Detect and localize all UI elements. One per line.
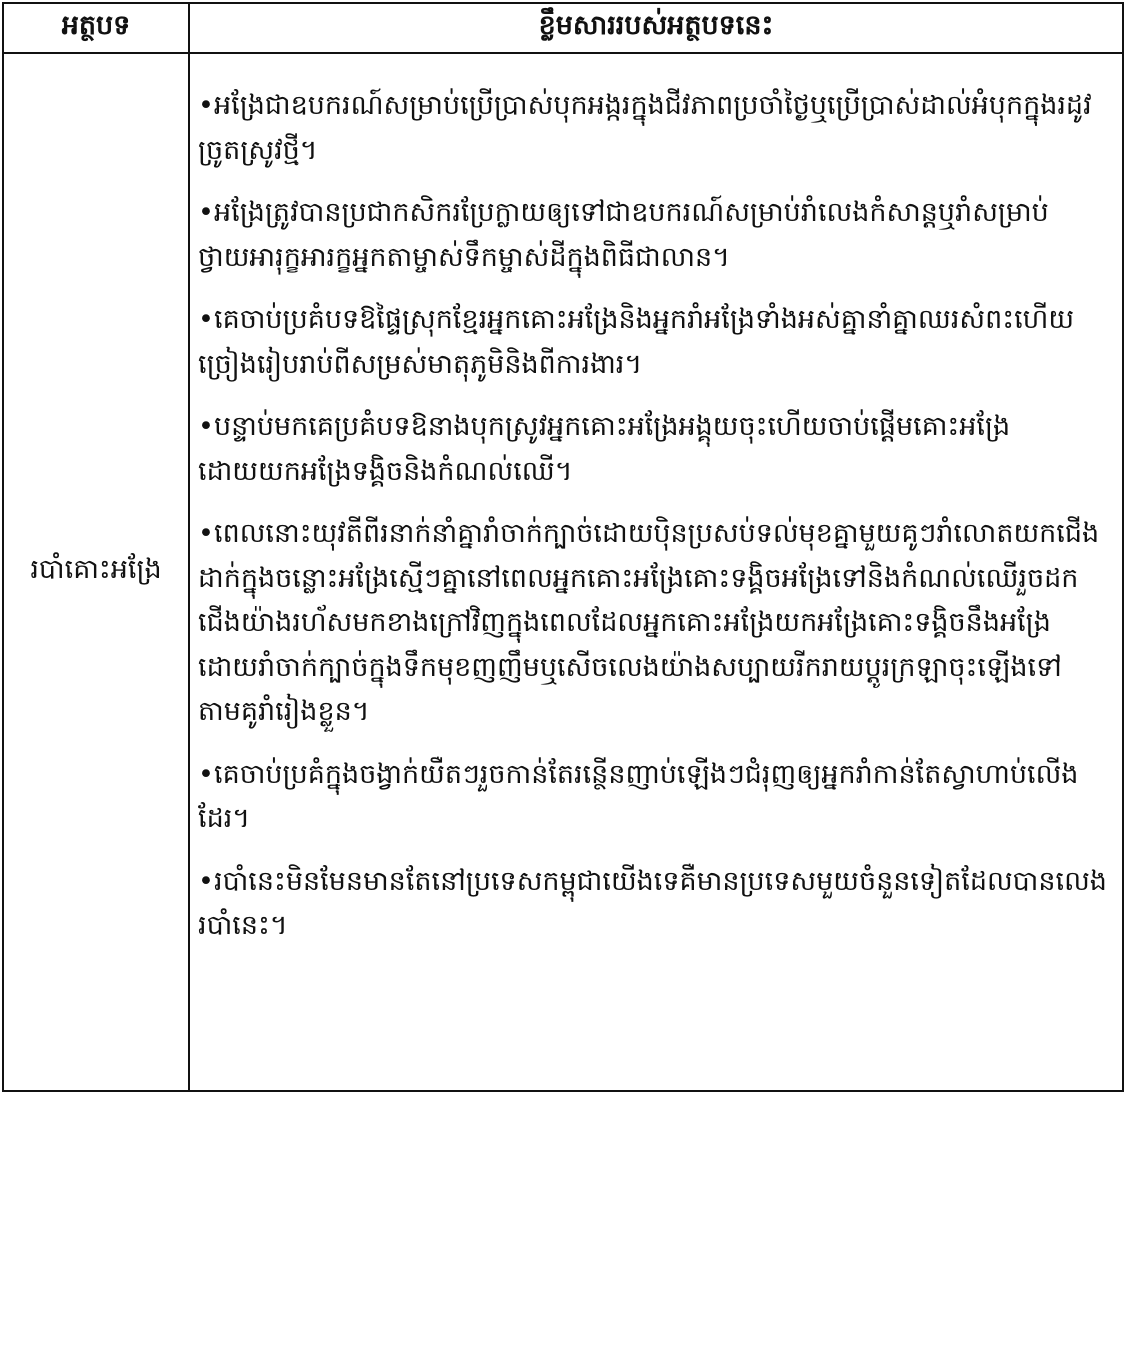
content-table bbox=[2, 2, 1124, 1092]
list-item bbox=[198, 405, 1110, 494]
bullet-marker: • bbox=[198, 518, 214, 549]
list-item-text: របាំនេះមិនមែនមានតែនៅប្រទេសកម្ពុជាយើងទេគឺមានប្រទេសមួយចំនួនទៀតដែលបានលេងរបាំនេះ។ bbox=[198, 865, 1107, 941]
list-item bbox=[198, 84, 1110, 173]
list-item-text: អង្រែជាឧបករណ៍សម្រាប់ប្រើប្រាស់បុកអង្ករក្នុងជីវភាពប្រចាំថ្ងៃឬប្រើប្រាស់ដាល់អំបុកក្នុងរដូវច្រូតស្រូវថ្មី។ bbox=[198, 90, 1092, 166]
list-item-text: គេចាប់ប្រគំបទឱផ្ទៃស្រុកខ្មែរអ្នកគោះអង្រែនិងអ្នករាំអង្រែទាំងអស់គ្នានាំគ្នាឈរសំពះហើយច្រៀងរៀបរាប់ពីសម្រស់មាតុភូមិនិងពីការងារ។ bbox=[198, 304, 1075, 380]
bullet-marker: • bbox=[198, 90, 214, 121]
bullet-marker: • bbox=[198, 865, 214, 897]
table-row bbox=[3, 53, 1123, 1091]
list-item-text: ពេលនោះយុវតីពីរនាក់នាំគ្នារាំចាក់ក្បាច់ដោយប៉ិនប្រសប់ទល់មុខគ្នាមួយគូៗរាំលោតយកជើងដាក់ក្នុងចន្លោះអង្រែស្មើៗគ្នានៅពេលអ្នកគោះអង្រែគោះទង្គិចអង្រែទៅនិងកំណល់ឈើរួចដកជើងយ៉ាងរហ័សមកខាងក្រៅវិញក្នុងពេលដែលអ្នកគោះអង្រែយកអង្រែគោះទង្គិចនឹងអង្រែដោយរាំចាក់ក្បាច់ក្នុងទឹកមុខញញឹមឬសើចលេងយ៉ាងសប្បាយរីករាយប្ដូរក្រឡាចុះឡើងទៅតាមគូរាំរៀងខ្លួន។ bbox=[198, 518, 1100, 727]
list-item bbox=[198, 860, 1110, 949]
bullet-marker: • bbox=[198, 758, 214, 790]
list-item-text: អង្រែត្រូវបានប្រជាកសិករប្រែក្លាយឲ្យទៅជាឧបករណ៍សម្រាប់រាំលេងកំសាន្តឬរាំសម្រាប់ថ្វាយអារុក្ខអារក្ខអ្នកតាម្ចាស់ទឹកម្ចាស់ដីក្នុងពិធីជាលាន។ bbox=[198, 197, 1049, 273]
header-content: ខ្លឹមសាររបស់អត្ថបទនេះ bbox=[189, 3, 1123, 53]
list-item bbox=[198, 191, 1110, 280]
topic-cell: របាំគោះអង្រែ bbox=[3, 53, 189, 1091]
bullet-marker: • bbox=[198, 411, 214, 442]
content-cell bbox=[189, 53, 1123, 1091]
header-row bbox=[3, 3, 1123, 53]
list-item bbox=[198, 512, 1110, 735]
bullet-marker: • bbox=[198, 304, 214, 335]
list-item bbox=[198, 753, 1110, 842]
list-item-text: បន្ទាប់មកគេប្រគំបទឱនាងបុកស្រូវអ្នកគោះអង្រែអង្គុយចុះហើយចាប់ផ្ដើមគោះអង្រែដោយយកអង្រែទង្គិចនិងកំណល់ឈើ។ bbox=[198, 411, 1011, 487]
bullet-list bbox=[198, 84, 1110, 949]
bullet-marker: • bbox=[198, 197, 214, 228]
list-item bbox=[198, 298, 1110, 387]
header-topic: អត្ថបទ bbox=[3, 3, 189, 53]
list-item-text: គេចាប់ប្រគំក្នុងចង្វាក់យឺតៗរួចកាន់តែរន្ថើនញាប់ឡើងៗជំរុញឲ្យអ្នករាំកាន់តែស្វាហាប់លើងដែរ។ bbox=[198, 758, 1079, 834]
